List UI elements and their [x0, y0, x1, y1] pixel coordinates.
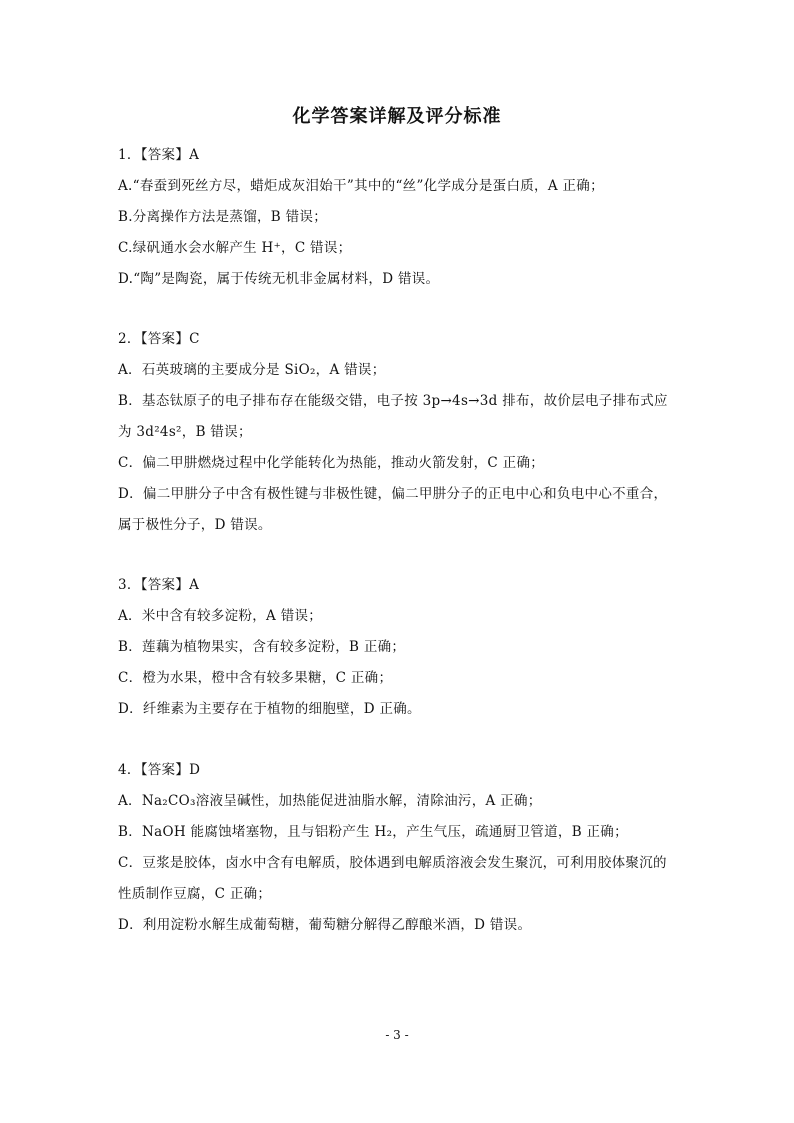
explanation-line: A．Na₂CO₃溶液呈碱性，加热能促进油脂水解，清除油污，A 正确；	[118, 793, 542, 809]
question-4	[118, 755, 688, 941]
question-1	[118, 140, 688, 295]
explanation-line: A.“春蚕到死丝方尽，蜡炬成灰泪始干”其中的“丝”化学成分是蛋白质，A 正确；	[118, 178, 604, 194]
explanation-line: 属于极性分子，D 错误。	[118, 517, 272, 533]
explanation-line: 性质制作豆腐，C 正确；	[118, 886, 272, 902]
explanation-line: D．利用淀粉水解生成葡萄糖，葡萄糖分解得乙醇酿米酒，D 错误。	[118, 917, 532, 933]
explanation-line: 为 3d²4s²，B 错误；	[118, 424, 252, 440]
explanation-line: A．石英玻璃的主要成分是 SiO₂，A 错误；	[118, 362, 386, 378]
explanation-line: C.绿矾通水会水解产生 H⁺，C 错误；	[118, 240, 352, 256]
question-2	[118, 324, 688, 541]
explanation-line: D．纤维素为主要存在于植物的细胞壁，D 正确。	[118, 701, 421, 717]
explanation-line: C．偏二甲肼燃烧过程中化学能转化为热能，推动火箭发射，C 正确；	[118, 455, 545, 471]
answer-header: 1．【答案】A	[118, 147, 200, 163]
explanation-line: D．偏二甲肼分子中含有极性键与非极性键，偏二甲肼分子的正电中心和负电中心不重合，	[118, 486, 668, 502]
explanation-line: B．基态钛原子的电子排布存在能级交错，电子按 3p→4s→3d 排布，故价层电子排布式应	[118, 393, 668, 409]
answer-header: 2．【答案】C	[118, 331, 200, 347]
page-number: - 3 -	[385, 1028, 409, 1042]
question-3	[118, 570, 688, 725]
explanation-line: B．莲藕为植物果实，含有较多淀粉，B 正确；	[118, 639, 406, 655]
answer-header: 4．【答案】D	[118, 762, 201, 778]
explanation-line: D.“陶”是陶瓷，属于传统无机非金属材料，D 错误。	[118, 271, 440, 287]
explanation-line: C．豆浆是胶体，卤水中含有电解质，胶体遇到电解质溶液会发生聚沉，可利用胶体聚沉的	[118, 855, 667, 871]
explanation-line: A．米中含有较多淀粉，A 错误；	[118, 608, 323, 624]
explanation-line: B.分离操作方法是蒸馏，B 错误；	[118, 209, 328, 225]
explanation-line: C．橙为水果，橙中含有较多果糖，C 正确；	[118, 670, 393, 686]
answer-header: 3．【答案】A	[118, 577, 200, 593]
explanation-line: B．NaOH 能腐蚀堵塞物，且与铝粉产生 H₂，产生气压，疏通厨卫管道，B 正确；	[118, 824, 628, 840]
page-title: 化学答案详解及评分标准	[292, 106, 502, 127]
